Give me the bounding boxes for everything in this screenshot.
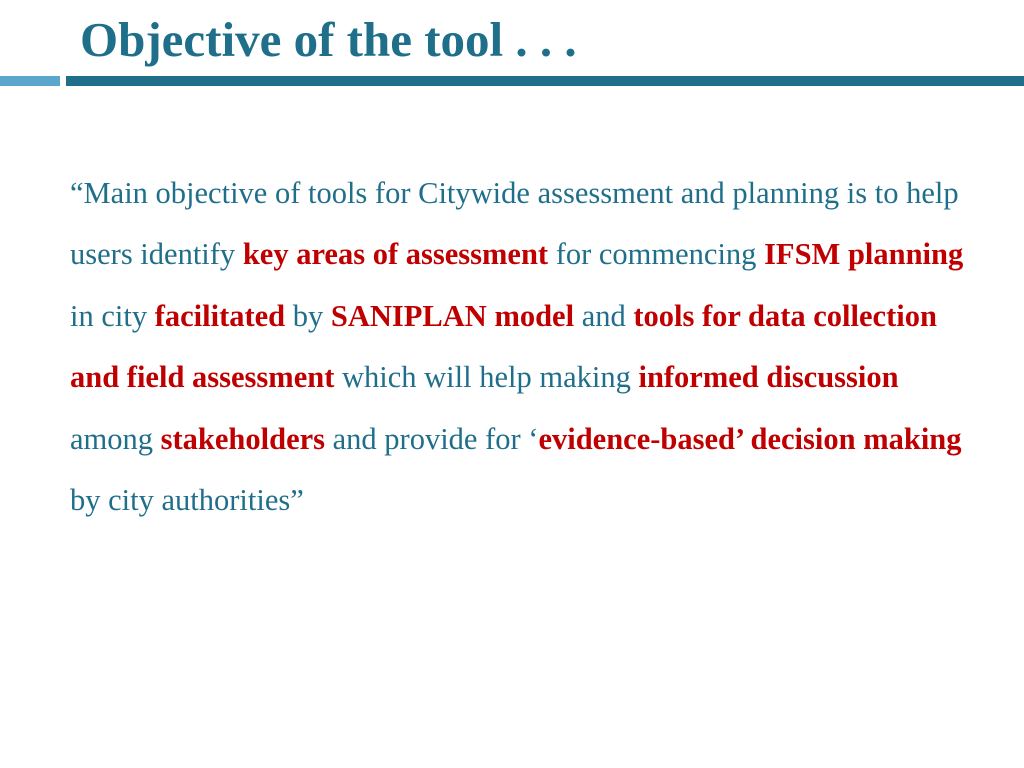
quote-text: by city authorities”	[70, 483, 304, 518]
quote-text: for commencing	[548, 237, 765, 272]
highlight-data-collection-tools: tools for data collection and field assessment	[70, 298, 937, 395]
title-underline-accent	[0, 76, 60, 86]
highlight-ifsm-planning: IFSM planning	[764, 237, 964, 272]
objective-quote	[70, 163, 985, 531]
slide-title: Objective of the tool . . .	[80, 12, 577, 67]
quote-text: among	[70, 421, 161, 456]
highlight-saniplan-model: SANIPLAN model	[330, 298, 575, 333]
quote-text: and	[574, 298, 634, 333]
quote-text: by	[285, 298, 331, 333]
title-underline-bar	[66, 76, 1024, 86]
highlight-evidence-based-decision: evidence-based’ decision making	[538, 421, 962, 456]
quote-text: and provide for ‘	[325, 421, 539, 456]
highlight-facilitated: facilitated	[154, 298, 286, 333]
quote-text: “Main objective of tools for Citywide assessment and planning is to help users identify	[70, 176, 959, 272]
highlight-key-areas: key areas of assessment	[242, 237, 549, 272]
highlight-stakeholders: stakeholders	[160, 421, 326, 456]
quote-text: which will help making	[334, 360, 639, 395]
highlight-informed-discussion: informed discussion	[638, 360, 899, 395]
quote-text: in city	[70, 298, 155, 333]
